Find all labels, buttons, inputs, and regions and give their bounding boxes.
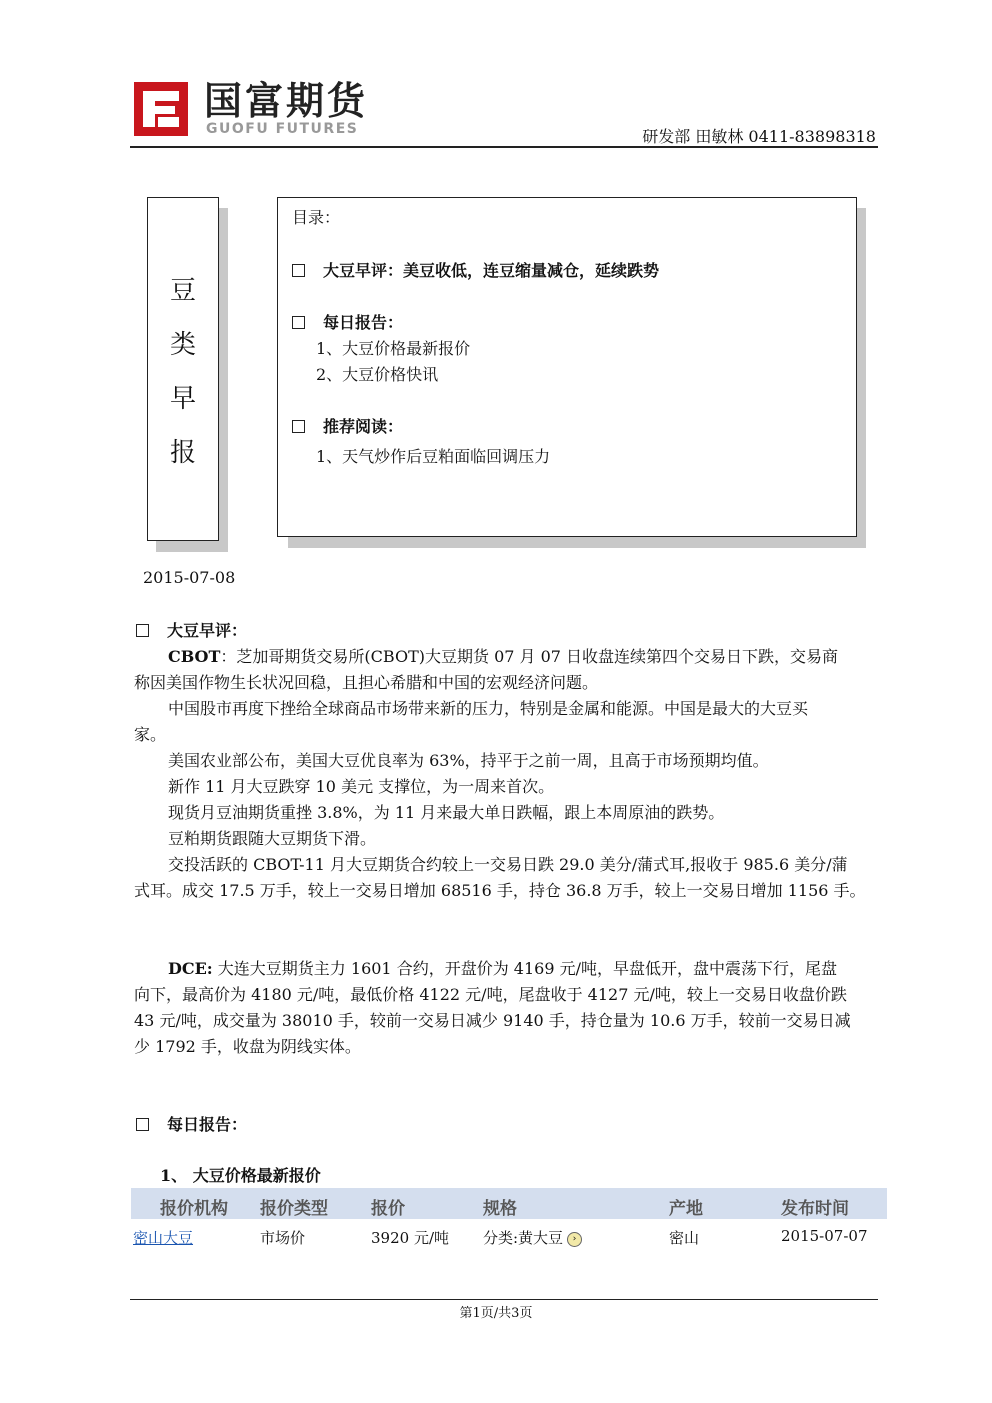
review-text: 现货月豆油期货重挫 3.8%，为 11 月来最大单日跌幅，跟上本周原油的跌势。: [168, 803, 725, 822]
toc-item-reading: [292, 417, 403, 437]
side-title-char: 报: [169, 438, 196, 468]
toc-item-review: [292, 261, 659, 281]
checkbox-square-icon: [136, 1118, 149, 1131]
report-date: 2015-07-08: [143, 568, 236, 587]
review-text: 少 1792 手，收盘为阴线实体。: [134, 1037, 361, 1056]
price-type-cell: 市场价: [260, 1229, 306, 1247]
review-text: 美国农业部公布，美国大豆优良率为 63%，持平于之前一周，且高于市场预期均值。: [168, 751, 769, 770]
spec-cell: [483, 1227, 582, 1248]
subsection-heading-prices: 1、 大豆价格最新报价: [160, 1166, 321, 1185]
side-title-box: [147, 197, 219, 541]
toc-item-daily: [292, 313, 403, 333]
page-number: 第1页/共3页: [459, 1306, 533, 1321]
toc-subitem: 2、大豆价格快讯: [316, 365, 439, 384]
review-text: 家。: [134, 725, 167, 744]
price-table-header: [131, 1188, 887, 1219]
spec-text: 分类:黄大豆: [483, 1229, 564, 1247]
review-paragraph: [168, 647, 838, 667]
review-text: 43 元/吨，成交量为 38010 手，较前一交易日减少 9140 手，持仓量为 10.6 万手，较前一交易日减: [134, 1011, 851, 1030]
side-title-char: 类: [169, 330, 196, 360]
review-text: 式耳。成交 17.5 万手，较上一交易日增加 68516 手，持仓 36.8 万手，较上一交易日增加 1156 手。: [134, 881, 866, 900]
column-header: 规格: [483, 1199, 517, 1219]
review-text: ：芝加哥期货交易所(CBOT)大豆期货 07 月 07 日收盘连续第四个交易日下跌，交易商: [220, 647, 839, 666]
section-heading-review: [136, 621, 247, 641]
review-text: 向下，最高价为 4180 元/吨，最低价格 4122 元/吨，尾盘收于 4127 元/吨，较上一交易日收盘价跌: [134, 985, 847, 1004]
header-divider: [130, 146, 878, 148]
checkbox-square-icon: [136, 624, 149, 637]
author-contact: 研发部 田敏林 0411-83898318: [642, 127, 876, 146]
publish-date-cell: 2015-07-07: [781, 1227, 868, 1245]
dce-paragraph: [168, 959, 837, 979]
origin-cell: 密山: [669, 1229, 700, 1247]
section-heading-daily: [136, 1115, 247, 1135]
column-header: 报价: [371, 1199, 405, 1219]
price-org-link[interactable]: 密山大豆: [133, 1229, 194, 1247]
review-text: 大连大豆期货主力 1601 合约，开盘价为 4169 元/吨，早盘低开，盘中震荡下行，尾盘: [212, 959, 837, 978]
checkbox-square-icon: [292, 264, 305, 277]
toc-item-review-label: 大豆早评：美豆收低，连豆缩量减仓，延续跌势: [323, 261, 660, 280]
review-text: 中国股市再度下挫给全球商品市场带来新的压力，特别是金属和能源。中国是最大的大豆买: [168, 699, 809, 718]
checkbox-square-icon: [292, 316, 305, 329]
review-text: 新作 11 月大豆跌穿 10 美元 支撑位，为一周来首次。: [168, 777, 555, 796]
side-title-char: 豆: [169, 276, 196, 306]
company-logo-mark: [134, 82, 188, 136]
toc-label: 目录：: [292, 208, 341, 227]
company-name-en: GUOFU FUTURES: [206, 121, 359, 137]
toc-subitem: 1、天气炒作后豆粕面临回调压力: [316, 447, 551, 466]
column-header: 报价类型: [260, 1199, 328, 1219]
column-header: 产地: [669, 1199, 703, 1219]
review-text: 豆粕期货跟随大豆期货下滑。: [168, 829, 377, 848]
company-name-cn: 国富期货: [204, 79, 369, 123]
toc-item-daily-label: 每日报告：: [323, 313, 404, 332]
price-cell: 3920 元/吨: [371, 1229, 449, 1247]
toc-subitem: 1、大豆价格最新报价: [316, 339, 471, 358]
logo-emblem-icon: [134, 82, 188, 136]
dce-label: DCE:: [168, 959, 213, 978]
cbot-label: CBOT: [168, 647, 221, 666]
toc-box: [277, 197, 857, 537]
info-icon[interactable]: ›: [567, 1232, 582, 1247]
footer-divider: [130, 1299, 878, 1300]
column-header: 报价机构: [160, 1199, 228, 1219]
column-header: 发布时间: [781, 1199, 849, 1219]
toc-item-reading-label: 推荐阅读：: [323, 417, 404, 436]
checkbox-square-icon: [292, 420, 305, 433]
section-heading-review-label: 大豆早评：: [167, 621, 248, 640]
review-text: 交投活跃的 CBOT-11 月大豆期货合约较上一交易日跌 29.0 美分/蒲式耳,报收于 985.6 美分/蒲: [168, 855, 848, 874]
review-text: 称因美国作物生长状况回稳，且担心希腊和中国的宏观经济问题。: [134, 673, 599, 692]
side-title-char: 早: [169, 384, 196, 414]
section-heading-daily-label: 每日报告：: [167, 1115, 248, 1134]
